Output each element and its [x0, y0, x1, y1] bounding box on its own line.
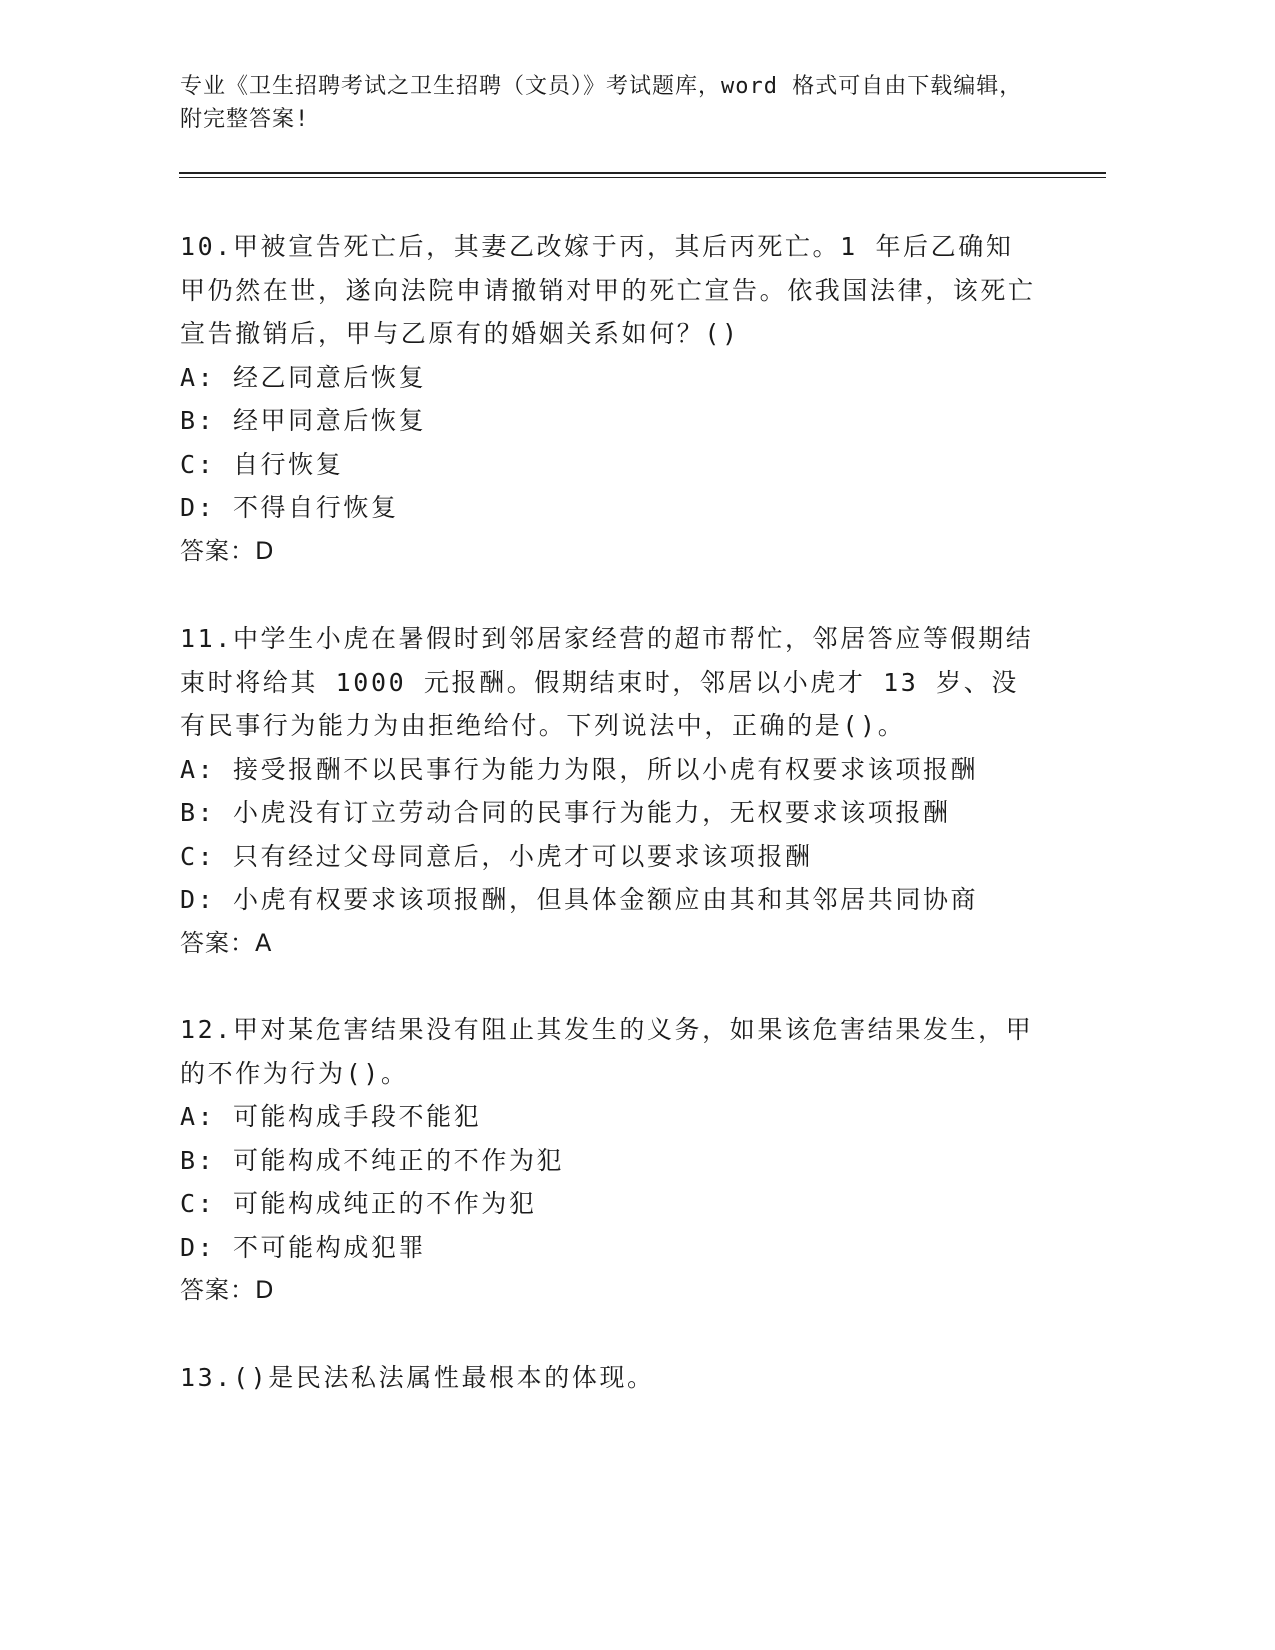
option-b: B: 小虎没有订立劳动合同的民事行为能力，无权要求该项报酬: [180, 798, 951, 827]
option-d: D: 小虎有权要求该项报酬，但具体金额应由其和其邻居共同协商: [180, 885, 979, 914]
answer: 答案：D: [180, 1276, 275, 1304]
option-c: C: 可能构成纯正的不作为犯: [180, 1189, 537, 1218]
question-13: [180, 1356, 1040, 1400]
question-12: [180, 1008, 1040, 1313]
option-a: A: 接受报酬不以民事行为能力为限，所以小虎有权要求该项报酬: [180, 754, 979, 784]
question-stem: 11.中学生小虎在暑假时到邻居家经营的超市帮忙，邻居答应等假期结束时将给其 1000 元报酬。假期结束时，邻居以小虎才 13 岁、没有民事行为能力为由拒绝给付。下列说法中，正确的是()。: [180, 624, 1034, 740]
question-stem: 13.()是民法私法属性最根本的体现。: [180, 1363, 655, 1392]
option-c: C: 自行恢复: [180, 449, 344, 479]
option-b: B: 经甲同意后恢复: [180, 406, 427, 435]
option-d: D: 不可能构成犯罪: [180, 1232, 427, 1262]
header-divider-thin: [179, 177, 1106, 178]
header-divider: [179, 172, 1106, 174]
option-b: B: 可能构成不纯正的不作为犯: [180, 1145, 565, 1175]
option-d: D: 不得自行恢复: [180, 493, 399, 522]
answer: 答案：A: [180, 928, 273, 957]
option-a: A: 经乙同意后恢复: [180, 362, 427, 392]
answer: 答案：D: [180, 536, 275, 565]
question-11: [180, 617, 1040, 965]
document-header-title: 专业《卫生招聘考试之卫生招聘（文员）》考试题库，word 格式可自由下载编辑，附完整答案!: [180, 74, 1023, 132]
question-stem: 12.甲对某危害结果没有阻止其发生的义务，如果该危害结果发生，甲的不作为行为()。: [180, 1015, 1034, 1088]
question-stem: 10.甲被宣告死亡后，其妻乙改嫁于丙，其后丙死亡。1 年后乙确知甲仍然在世，遂向法院申请撤销对甲的死亡宣告。依我国法律，该死亡宣告撤销后，甲与乙原有的婚姻关系如何？(): [180, 232, 1036, 348]
question-10: [180, 225, 1040, 573]
option-c: C: 只有经过父母同意后，小虎才可以要求该项报酬: [180, 841, 813, 871]
option-a: A: 可能构成手段不能犯: [180, 1102, 482, 1131]
